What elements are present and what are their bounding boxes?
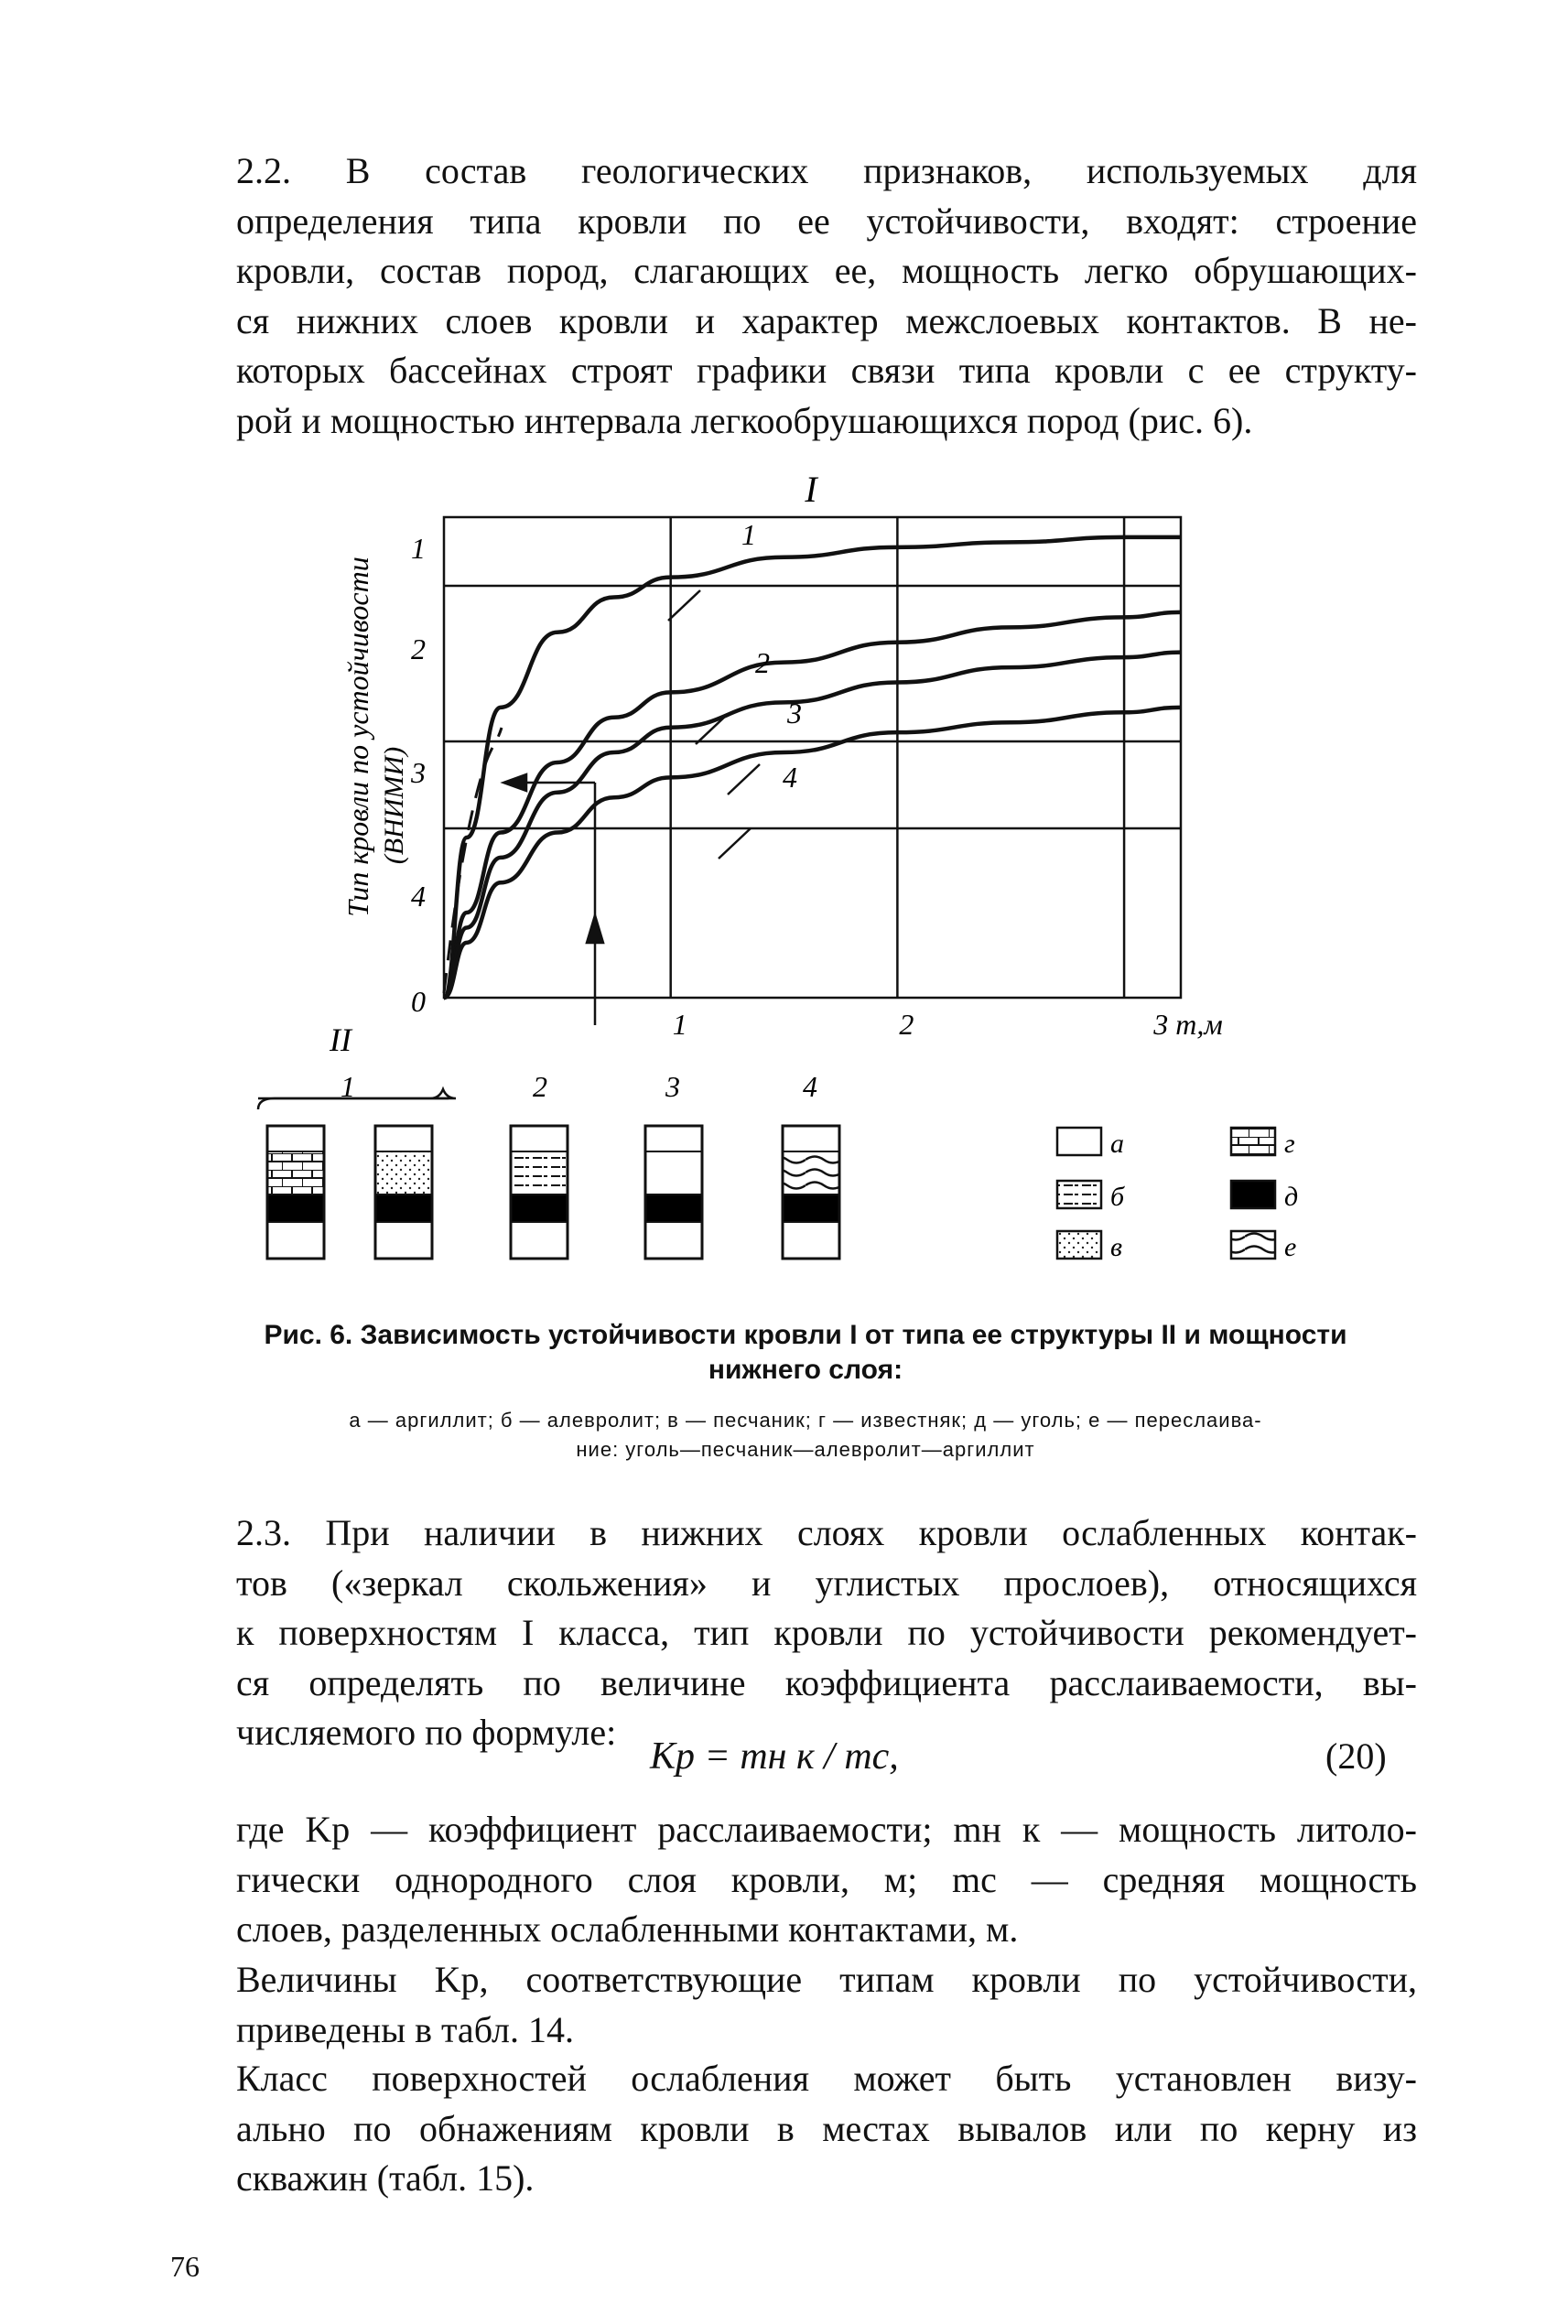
legend-swatch-6 bbox=[1231, 1231, 1275, 1259]
legend-swatch-4 bbox=[1231, 1128, 1275, 1155]
legend-swatch-3 bbox=[1057, 1231, 1101, 1259]
y-axis-subtitle: (ВНИМИ) bbox=[379, 746, 409, 865]
page-number: 76 bbox=[170, 2250, 200, 2283]
plot-frame bbox=[444, 517, 1181, 998]
panel-label-i: I bbox=[805, 469, 817, 510]
leader-line-4 bbox=[719, 828, 751, 859]
legend-key-5: д bbox=[1284, 1182, 1299, 1212]
paragraph-class bbox=[236, 2054, 1417, 2204]
leader-line-2 bbox=[696, 714, 728, 744]
equation-number: (20) bbox=[1325, 1735, 1387, 1777]
legend-swatch-5 bbox=[1231, 1181, 1275, 1208]
curve-3 bbox=[444, 653, 1181, 998]
leader-line-1 bbox=[668, 590, 700, 621]
legend-swatch-1 bbox=[1057, 1128, 1101, 1155]
leader-line-3 bbox=[728, 764, 760, 794]
curve-2 bbox=[444, 612, 1181, 998]
text-line: которых бассейнах строят графики связи типа кровли с ее структу- bbox=[236, 350, 1417, 391]
panel-label-ii: II bbox=[330, 1021, 351, 1058]
x-tick-label: 2 bbox=[899, 1008, 914, 1041]
legend-note-line-2: ние: уголь—песчаник—алевролит—аргиллит bbox=[576, 1438, 1035, 1461]
paragraph-values bbox=[236, 1955, 1417, 2055]
lithology-legend bbox=[1057, 1128, 1298, 1262]
paragraph-2-2 bbox=[236, 146, 1417, 446]
reading-arrows bbox=[503, 774, 603, 1025]
figure-caption bbox=[192, 1318, 1419, 1388]
text-line: скважин (табл. 15). bbox=[236, 2157, 535, 2199]
y-axis-title: Тип кровли по устойчивости bbox=[341, 557, 374, 917]
text-line: ально по обнажениям кровли в местах вывалов или по керну из bbox=[236, 2107, 1417, 2149]
tick-labels bbox=[410, 532, 1223, 1041]
dashed-envelope bbox=[444, 728, 502, 993]
legend-key-6: е bbox=[1284, 1232, 1297, 1262]
caption-line-2: нижнего слоя: bbox=[708, 1355, 903, 1385]
text-line: гически однородного слоя кровли, м; mс — средняя мощность bbox=[236, 1858, 1417, 1900]
legend-key-3: в bbox=[1110, 1232, 1123, 1262]
curves bbox=[444, 537, 1181, 998]
column-label-4: 4 bbox=[803, 1070, 817, 1103]
plot-grid bbox=[444, 517, 1181, 998]
text-line: числяемого по формуле: bbox=[236, 1712, 617, 1753]
column-4 bbox=[783, 1126, 839, 1259]
legend-key-4: г bbox=[1284, 1129, 1295, 1159]
text-line: Величины Kр, соответствующие типам кровли по устойчивости, bbox=[236, 1959, 1417, 2000]
text-line: приведены в табл. 14. bbox=[236, 2008, 575, 2050]
text-line: тов («зеркал скольжения» и углистых прослоев), относящихся bbox=[236, 1562, 1417, 1604]
structure-columns bbox=[258, 1070, 839, 1259]
text-line: кровли, состав пород, слагающих ее, мощность легко обрушающих- bbox=[236, 250, 1417, 291]
group-brace bbox=[258, 1089, 456, 1109]
text-line: ся определять по величине коэффициента расслаиваемости, вы- bbox=[236, 1661, 1417, 1703]
x-tick-label: 3 m,м bbox=[1153, 1008, 1223, 1041]
text-line: где Kр — коэффициент расслаиваемости; mн к — мощность литоло- bbox=[236, 1809, 1417, 1850]
text-line: рой и мощностью интервала легкообрушающихся пород (рис. 6). bbox=[236, 399, 1253, 441]
curve-label-2: 2 bbox=[755, 646, 770, 679]
text-line: 2.3. При наличии в нижних слоях кровли ослабленных контак- bbox=[236, 1512, 1417, 1553]
column-label-3: 3 bbox=[665, 1070, 680, 1103]
text-line: 2.2. В состав геологических признаков, используемых для bbox=[236, 150, 1417, 191]
y-tick-label: 3 bbox=[411, 756, 426, 789]
column-2 bbox=[511, 1126, 568, 1259]
legend-note bbox=[211, 1406, 1400, 1465]
legend-key-2: б bbox=[1110, 1182, 1125, 1212]
legend-note-line-1: а — аргиллит; б — алевролит; в — песчаник; г — известняк; д — уголь; е — переслаива- bbox=[349, 1409, 1262, 1432]
text-line: ся нижних слоев кровли и характер межслоевых контактов. В не- bbox=[236, 299, 1417, 341]
legend-key-1: а bbox=[1110, 1129, 1124, 1159]
column-1a bbox=[267, 1126, 324, 1259]
column-1b bbox=[375, 1126, 432, 1259]
y-tick-label: 0 bbox=[411, 985, 426, 1018]
curve-label-4: 4 bbox=[783, 761, 797, 794]
y-tick-label: 1 bbox=[411, 532, 426, 565]
paragraph-2-3 bbox=[236, 1508, 1417, 1758]
y-tick-label: 2 bbox=[411, 632, 426, 665]
text-line: к поверхностям I класса, тип кровли по устойчивости рекомендует- bbox=[236, 1612, 1417, 1653]
curve-label-1: 1 bbox=[741, 518, 756, 551]
text-line: определения типа кровли по ее устойчивости, входят: строение bbox=[236, 200, 1417, 242]
column-label-1: 1 bbox=[341, 1070, 355, 1103]
text-line: слоев, разделенных ослабленными контактами, м. bbox=[236, 1908, 1019, 1950]
curve-4 bbox=[444, 708, 1181, 998]
column-3 bbox=[645, 1126, 702, 1259]
caption-line-1: Рис. 6. Зависимость устойчивости кровли I от типа ее структуры II и мощности bbox=[264, 1320, 1347, 1350]
text-line: Класс поверхностей ослабления может быть установлен визу- bbox=[236, 2058, 1417, 2099]
paragraph-definitions bbox=[236, 1805, 1417, 1955]
y-tick-label: 4 bbox=[411, 880, 426, 913]
x-tick-label: 1 bbox=[672, 1008, 687, 1041]
curve-labels bbox=[668, 518, 802, 859]
curve-1 bbox=[444, 537, 1181, 998]
column-label-2: 2 bbox=[533, 1070, 547, 1103]
legend-swatch-2 bbox=[1057, 1181, 1101, 1208]
curve-label-3: 3 bbox=[787, 697, 802, 730]
formula-20: Kр = mн к / mс, bbox=[650, 1735, 899, 1778]
